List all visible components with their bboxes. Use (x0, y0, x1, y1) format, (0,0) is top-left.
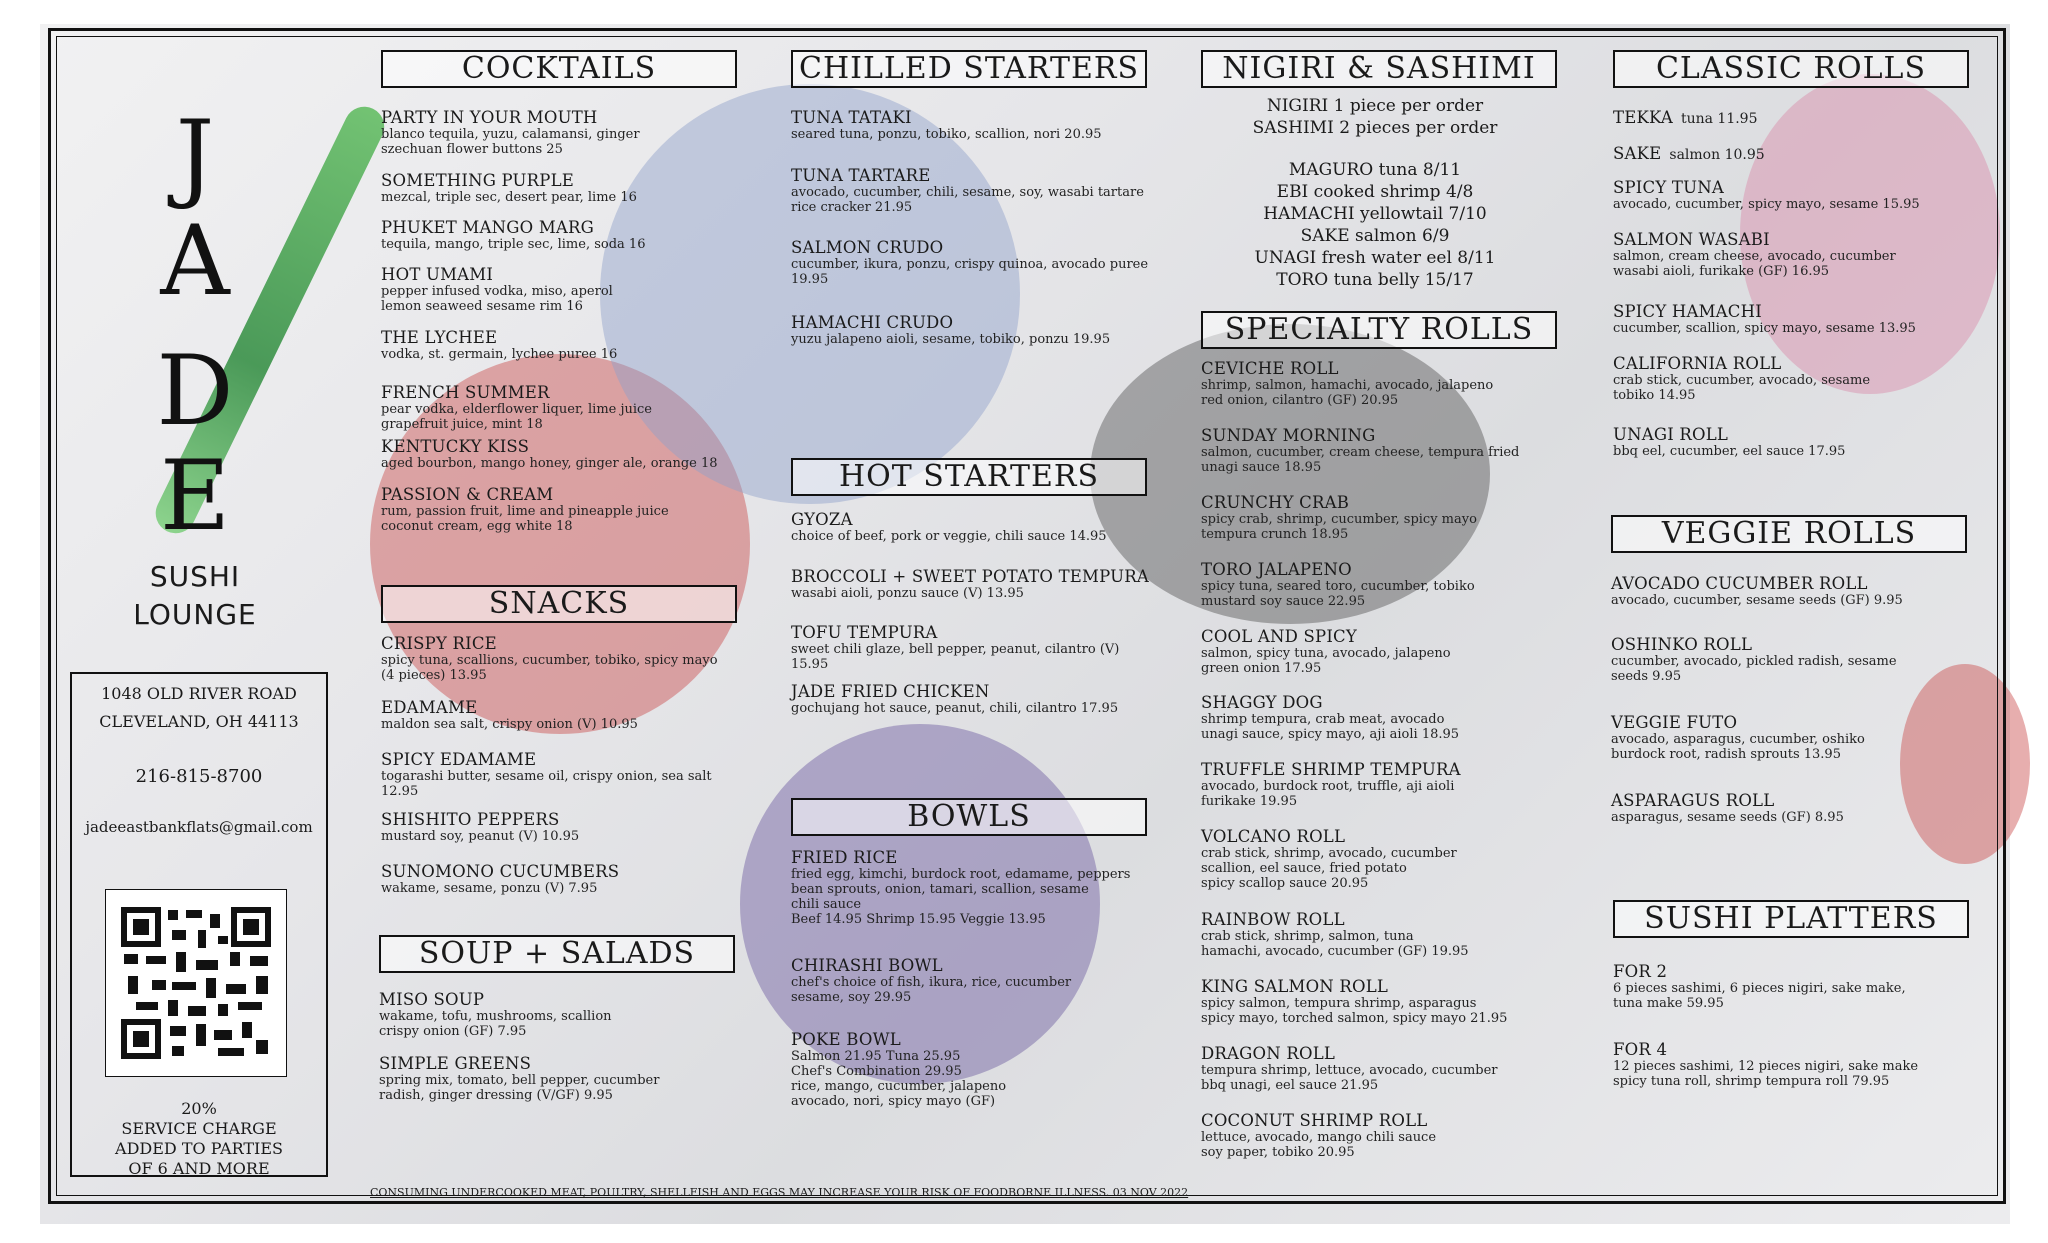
item-name: SHAGGY DOG (1201, 693, 1323, 712)
specialty-item (1201, 977, 1561, 1026)
item-description: cucumber, scallion, spicy mayo, sesame 13.95 (1613, 321, 1916, 336)
item-name: SIMPLE GREENS (379, 1054, 532, 1073)
item-description: spicy crab, shrimp, cucumber, spicy mayo tempura crunch 18.95 (1201, 512, 1477, 542)
cocktails-item (381, 171, 741, 205)
heading-specialty-rolls: SPECIALTY ROLLS (1201, 311, 1557, 349)
item-description: wasabi aioli, ponzu sauce (V) 13.95 (791, 586, 1024, 601)
logo-letter-a: A (160, 205, 230, 317)
item-name: MISO SOUP (379, 990, 485, 1009)
item-name: UNAGI ROLL (1613, 425, 1729, 444)
item-description: tempura shrimp, lettuce, avocado, cucumber bbq unagi, eel sauce 21.95 (1201, 1063, 1498, 1093)
nigiri-item: HAMACHI yellowtail 7/10 (1263, 204, 1487, 224)
item-description: chef's choice of fish, ikura, rice, cucumber sesame, soy 29.95 (791, 975, 1072, 1005)
item-description: crab stick, shrimp, salmon, tuna hamachi, avocado, cucumber (GF) 19.95 (1201, 929, 1469, 959)
cocktails-item (381, 328, 741, 362)
item-name: FOR 2 (1613, 962, 1668, 981)
heading-nigiri-sashimi: NIGIRI & SASHIMI (1201, 50, 1557, 88)
nigiri-item: SAKE salmon 6/9 (1300, 226, 1450, 246)
soup-item (379, 990, 739, 1039)
item-description: bbq eel, cucumber, eel sauce 17.95 (1613, 444, 1846, 459)
classic-item (1613, 354, 1973, 403)
hot-item (791, 567, 1151, 601)
item-name: VEGGIE FUTO (1611, 713, 1738, 732)
specialty-item (1201, 359, 1561, 408)
item-description: tuna 11.95 (1680, 111, 1758, 127)
item-description: crab stick, shrimp, avocado, cucumber scallion, eel sauce, fried potato spicy scallop sauce 20.95 (1201, 846, 1457, 891)
hot-item (791, 623, 1151, 672)
item-description: cucumber, ikura, ponzu, crispy quinoa, avocado puree 19.95 (791, 257, 1149, 287)
item-name: PASSION & CREAM (381, 485, 554, 504)
item-description: aged bourbon, mango honey, ginger ale, orange 18 (381, 456, 718, 471)
item-name: PHUKET MANGO MARG (381, 218, 595, 237)
item-name: SPICY EDAMAME (381, 750, 537, 769)
phone-number[interactable]: 216-815-8700 (135, 766, 263, 787)
food-safety-footer: CONSUMING UNDERCOOKED MEAT, POULTRY, SHELLFISH AND EGGS MAY INCREASE YOUR RISK OF FOODBORNE ILLNESS. 03 NOV 2022 (370, 1186, 1189, 1199)
item-name: GYOZA (791, 510, 853, 529)
item-name: JADE FRIED CHICKEN (791, 682, 990, 701)
item-name: COOL AND SPICY (1201, 627, 1357, 646)
item-description: spicy tuna, scallions, cucumber, tobiko, spicy mayo (4 pieces) 13.95 (381, 653, 718, 683)
nigiri-item: EBI cooked shrimp 4/8 (1276, 182, 1474, 202)
item-description: salmon, cream cheese, avocado, cucumber wasabi aioli, furikake (GF) 16.95 (1613, 249, 1896, 279)
item-description: yuzu jalapeno aioli, sesame, tobiko, ponzu 19.95 (791, 332, 1111, 347)
qr-code[interactable] (105, 889, 287, 1077)
classic-item (1613, 178, 1973, 212)
cocktails-item (381, 383, 741, 432)
item-description: pear vodka, elderflower liquer, lime juice grapefruit juice, mint 18 (381, 402, 653, 432)
veggie-item (1611, 574, 1971, 608)
item-description: rum, passion fruit, lime and pineapple juice coconut cream, egg white 18 (381, 504, 669, 534)
item-name: PARTY IN YOUR MOUTH (381, 108, 598, 127)
item-description: fried egg, kimchi, burdock root, edamame, peppers bean sprouts, onion, tamari, scallion, sesame chili sauce Beef 14.95 Shrimp 15.95 Veggie 13.95 (791, 867, 1131, 927)
item-name: HOT UMAMI (381, 265, 494, 284)
classic-item (1613, 108, 1973, 127)
item-description: pepper infused vodka, miso, aperol lemon seaweed sesame rim 16 (381, 284, 613, 314)
chilled-item (791, 238, 1151, 287)
item-description: spicy tuna, seared toro, cucumber, tobiko mustard soy sauce 22.95 (1201, 579, 1475, 609)
specialty-item (1201, 560, 1561, 609)
item-name: KENTUCKY KISS (381, 437, 530, 456)
hot-item (791, 682, 1151, 716)
item-name: SUNDAY MORNING (1201, 426, 1376, 445)
specialty-item (1201, 627, 1561, 676)
platters-item (1613, 1040, 1973, 1089)
specialty-item (1201, 1044, 1561, 1093)
cocktails-item (381, 437, 741, 471)
brand-sub-lounge: LOUNGE (133, 598, 257, 631)
logo-letter-e: E (159, 440, 231, 552)
bowls-item (791, 848, 1151, 927)
item-description: shrimp, salmon, hamachi, avocado, jalapeno red onion, cilantro (GF) 20.95 (1201, 378, 1494, 408)
item-name: KING SALMON ROLL (1201, 977, 1389, 996)
cocktails-item (381, 108, 741, 157)
logo-letter-d: D (156, 335, 234, 447)
item-description: gochujang hot sauce, peanut, chili, cilantro 17.95 (791, 701, 1119, 716)
snacks-item (381, 750, 741, 799)
item-name: AVOCADO CUCUMBER ROLL (1611, 574, 1868, 593)
classic-item (1613, 144, 1973, 163)
item-name: THE LYCHEE (381, 328, 498, 347)
item-description: seared tuna, ponzu, tobiko, scallion, nori 20.95 (791, 127, 1102, 142)
item-description: mezcal, triple sec, desert pear, lime 16 (381, 190, 637, 205)
item-description: salmon 10.95 (1669, 147, 1765, 163)
brand-sub-sushi: SUSHI (149, 560, 241, 593)
item-name: FRENCH SUMMER (381, 383, 550, 402)
item-name: POKE BOWL (791, 1030, 901, 1049)
item-description: 12 pieces sashimi, 12 pieces nigiri, sake make spicy tuna roll, shrimp tempura roll 79.95 (1613, 1059, 1919, 1089)
item-description: spicy salmon, tempura shrimp, asparagus spicy mayo, torched salmon, spicy mayo 21.95 (1201, 996, 1508, 1026)
item-name: SAKE (1613, 144, 1662, 163)
item-name: TEKKA (1613, 108, 1673, 127)
address-line-2: CLEVELAND, OH 44113 (99, 712, 299, 731)
item-name: TUNA TARTARE (791, 166, 931, 185)
chilled-item (791, 313, 1151, 347)
item-description: togarashi butter, sesame oil, crispy onion, sea salt 12.95 (381, 769, 712, 799)
item-name: OSHINKO ROLL (1611, 635, 1753, 654)
nigiri-item: UNAGI fresh water eel 8/11 (1254, 248, 1496, 268)
item-description: wakame, sesame, ponzu (V) 7.95 (381, 881, 598, 896)
service-charge-2: SERVICE CHARGE (121, 1119, 277, 1138)
specialty-item (1201, 910, 1561, 959)
item-name: SALMON WASABI (1613, 230, 1770, 249)
veggie-item (1611, 713, 1971, 762)
veggie-item (1611, 791, 1971, 825)
item-name: HAMACHI CRUDO (791, 313, 954, 332)
item-name: SPICY TUNA (1613, 178, 1724, 197)
item-name: BROCCOLI + SWEET POTATO TEMPURA (791, 567, 1149, 586)
heading-veggie-rolls: VEGGIE ROLLS (1611, 515, 1967, 553)
nigiri-item: MAGURO tuna 8/11 (1288, 160, 1462, 180)
item-description: avocado, cucumber, sesame seeds (GF) 9.95 (1611, 593, 1903, 608)
item-name: SPICY HAMACHI (1613, 302, 1762, 321)
cocktails-item (381, 485, 741, 534)
item-name: FRIED RICE (791, 848, 898, 867)
heading-soup-salads: SOUP + SALADS (379, 935, 735, 973)
classic-item (1613, 302, 1973, 336)
item-description: tequila, mango, triple sec, lime, soda 16 (381, 237, 646, 252)
item-description: Salmon 21.95 Tuna 25.95 Chef's Combination 29.95 rice, mango, cucumber, jalapeno avocado, nori, spicy mayo (GF) (791, 1049, 1007, 1109)
item-description: avocado, cucumber, chili, sesame, soy, wasabi tartare rice cracker 21.95 (791, 185, 1144, 215)
item-name: CEVICHE ROLL (1201, 359, 1339, 378)
chilled-item (791, 166, 1151, 215)
address-line-1: 1048 OLD RIVER ROAD (101, 684, 297, 703)
cocktails-item (381, 218, 741, 252)
email-address[interactable]: jadeeastbankflats@gmail.com (85, 818, 313, 836)
item-description: blanco tequila, yuzu, calamansi, ginger szechuan flower buttons 25 (381, 127, 640, 157)
specialty-item (1201, 493, 1561, 542)
veggie-item (1611, 635, 1971, 684)
item-name: RAINBOW ROLL (1201, 910, 1345, 929)
item-description: wakame, tofu, mushrooms, scallion crispy onion (GF) 7.95 (379, 1009, 612, 1039)
chilled-item (791, 108, 1151, 142)
item-description: crab stick, cucumber, avocado, sesame tobiko 14.95 (1613, 373, 1871, 403)
snacks-item (381, 810, 741, 844)
item-description: vodka, st. germain, lychee puree 16 (381, 347, 618, 362)
item-name: SHISHITO PEPPERS (381, 810, 560, 829)
item-description: sweet chili glaze, bell pepper, peanut, cilantro (V) 15.95 (791, 642, 1120, 672)
specialty-item (1201, 827, 1561, 891)
item-name: TRUFFLE SHRIMP TEMPURA (1201, 760, 1461, 779)
item-name: TUNA TATAKI (791, 108, 912, 127)
item-name: VOLCANO ROLL (1201, 827, 1346, 846)
item-name: COCONUT SHRIMP ROLL (1201, 1111, 1428, 1130)
bowls-item (791, 1030, 1151, 1109)
item-description: avocado, cucumber, spicy mayo, sesame 15.95 (1613, 197, 1920, 212)
item-name: TOFU TEMPURA (791, 623, 938, 642)
item-name: DRAGON ROLL (1201, 1044, 1336, 1063)
classic-item (1613, 425, 1973, 459)
heading-snacks: SNACKS (381, 585, 737, 623)
snacks-item (381, 634, 741, 683)
item-description: cucumber, avocado, pickled radish, sesame seeds 9.95 (1611, 654, 1897, 684)
hot-item (791, 510, 1151, 544)
item-name: SOMETHING PURPLE (381, 171, 574, 190)
item-description: salmon, cucumber, cream cheese, tempura fried unagi sauce 18.95 (1201, 445, 1520, 475)
item-description: choice of beef, pork or veggie, chili sauce 14.95 (791, 529, 1107, 544)
item-name: TORO JALAPENO (1201, 560, 1352, 579)
classic-item (1613, 230, 1973, 279)
item-name: SALMON CRUDO (791, 238, 944, 257)
item-description: lettuce, avocado, mango chili sauce soy paper, tobiko 20.95 (1201, 1130, 1437, 1160)
logo-letter-j: J (175, 100, 215, 212)
heading-chilled-starters: CHILLED STARTERS (791, 50, 1147, 88)
item-name: FOR 4 (1613, 1040, 1668, 1059)
item-name: EDAMAME (381, 698, 478, 717)
heading-sushi-platters: SUSHI PLATTERS (1613, 900, 1969, 938)
service-charge-1: 20% (181, 1099, 217, 1118)
item-name: CHIRASHI BOWL (791, 956, 943, 975)
item-name: ASPARAGUS ROLL (1611, 791, 1775, 810)
item-name: CRISPY RICE (381, 634, 497, 653)
item-description: 6 pieces sashimi, 6 pieces nigiri, sake make, tuna make 59.95 (1613, 981, 1906, 1011)
service-charge-4: OF 6 AND MORE (128, 1159, 270, 1178)
specialty-item (1201, 426, 1561, 475)
item-description: shrimp tempura, crab meat, avocado unagi sauce, spicy mayo, aji aioli 18.95 (1201, 712, 1460, 742)
item-name: CRUNCHY CRAB (1201, 493, 1350, 512)
item-description: avocado, burdock root, truffle, aji aioli furikake 19.95 (1201, 779, 1455, 809)
info-box (70, 672, 328, 1177)
item-description: maldon sea salt, crispy onion (V) 10.95 (381, 717, 638, 732)
heading-bowls: BOWLS (791, 798, 1147, 836)
heading-cocktails: COCKTAILS (381, 50, 737, 88)
item-description: asparagus, sesame seeds (GF) 8.95 (1611, 810, 1844, 825)
nigiri-intro-2: SASHIMI 2 pieces per order (1252, 118, 1498, 138)
item-description: spring mix, tomato, bell pepper, cucumber radish, ginger dressing (V/GF) 9.95 (379, 1073, 660, 1103)
item-name: SUNOMONO CUCUMBERS (381, 862, 620, 881)
nigiri-intro-1: NIGIRI 1 piece per order (1266, 96, 1484, 116)
service-charge-3: ADDED TO PARTIES (115, 1139, 283, 1158)
snacks-item (381, 862, 741, 896)
bowls-item (791, 956, 1151, 1005)
snacks-item (381, 698, 741, 732)
specialty-item (1201, 1111, 1561, 1160)
soup-item (379, 1054, 739, 1103)
item-name: CALIFORNIA ROLL (1613, 354, 1782, 373)
item-description: avocado, asparagus, cucumber, oshiko burdock root, radish sprouts 13.95 (1611, 732, 1865, 762)
item-description: mustard soy, peanut (V) 10.95 (381, 829, 580, 844)
specialty-item (1201, 760, 1561, 809)
heading-classic-rolls: CLASSIC ROLLS (1613, 50, 1969, 88)
item-description: salmon, spicy tuna, avocado, jalapeno green onion 17.95 (1201, 646, 1451, 676)
nigiri-item: TORO tuna belly 15/17 (1276, 270, 1474, 290)
platters-item (1613, 962, 1973, 1011)
cocktails-item (381, 265, 741, 314)
heading-hot-starters: HOT STARTERS (791, 458, 1147, 496)
specialty-item (1201, 693, 1561, 742)
